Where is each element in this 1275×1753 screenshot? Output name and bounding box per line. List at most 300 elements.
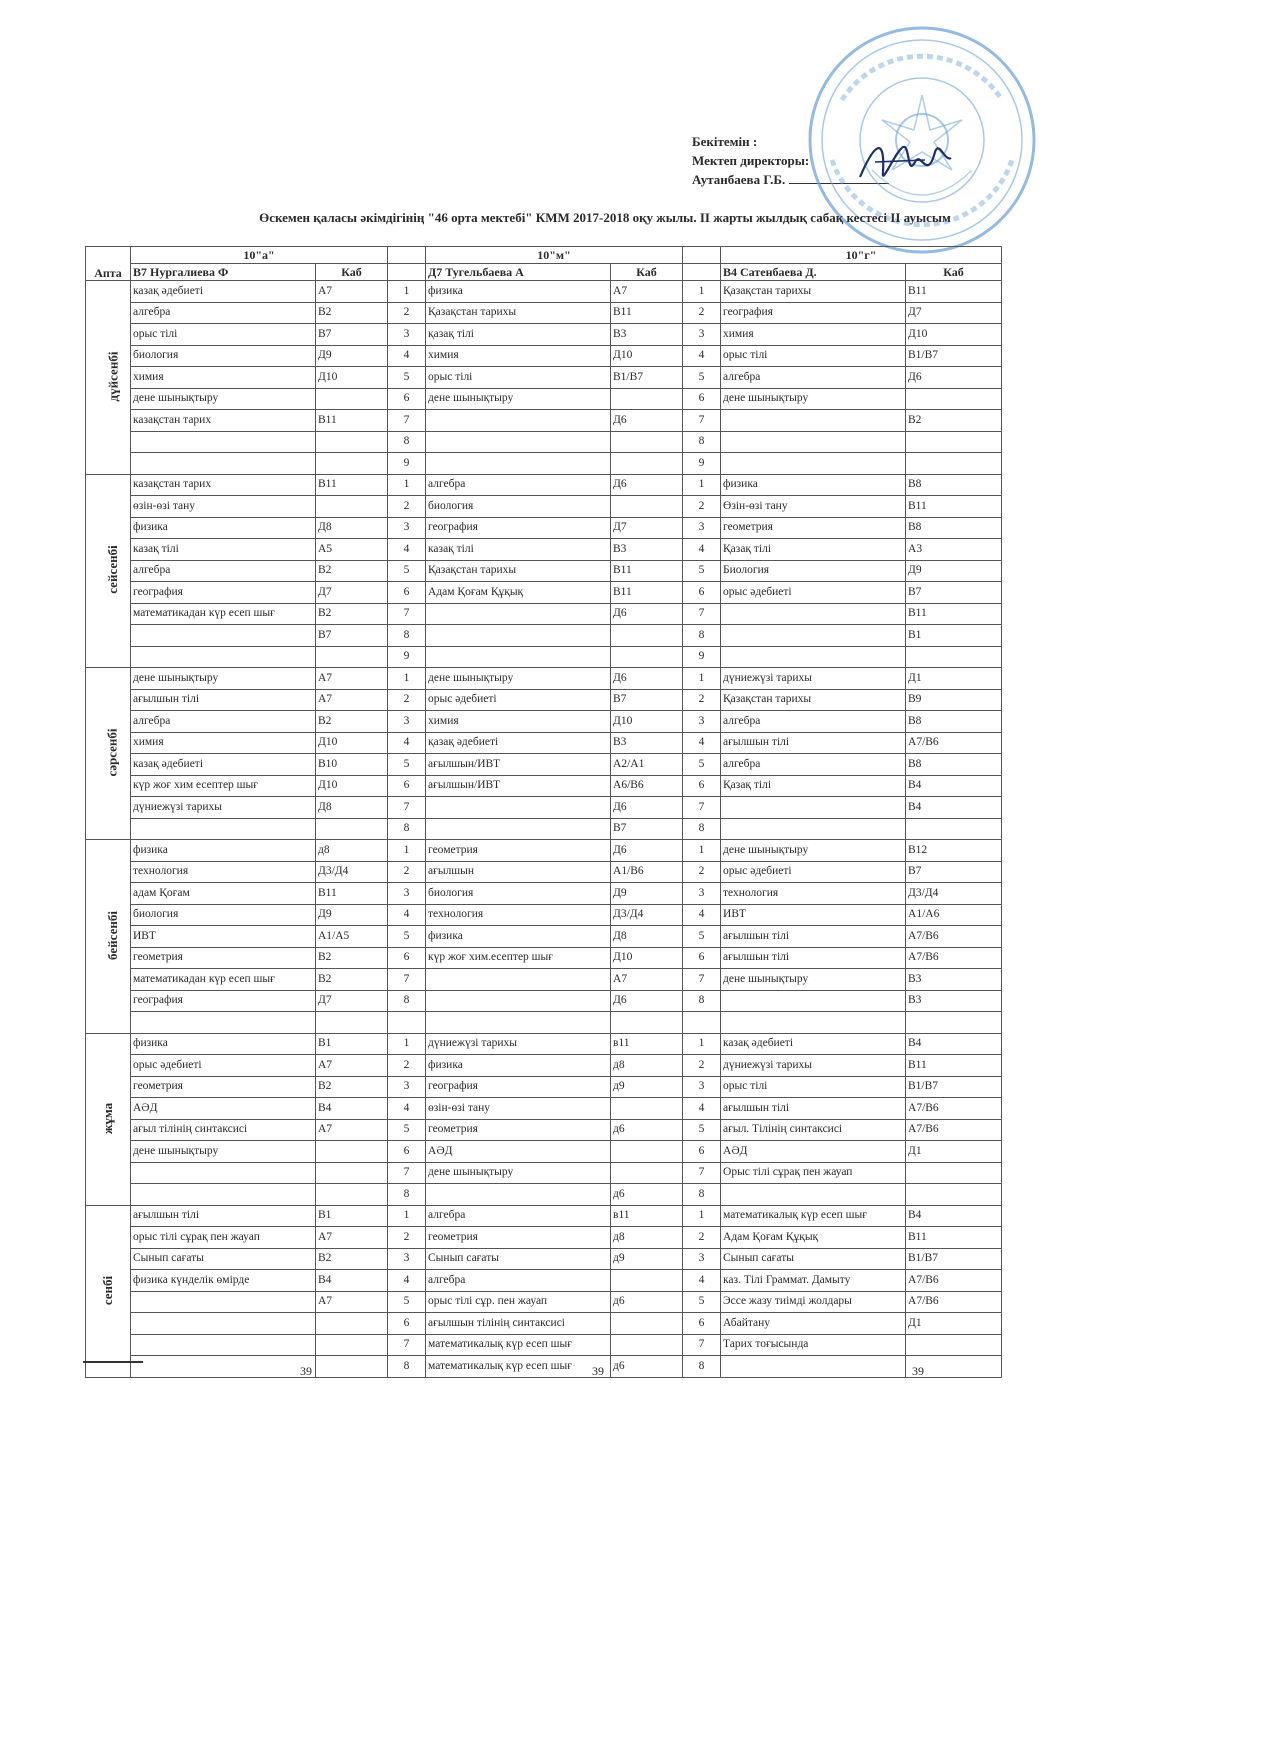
subject-10a (131, 1162, 316, 1184)
room-10g (906, 388, 1002, 410)
room-10a: В4 (316, 1270, 388, 1292)
lesson-num-10m: 8 (388, 990, 426, 1012)
room-10a: Д9 (316, 904, 388, 926)
lesson-num-10g: 2 (683, 861, 721, 883)
lesson-num-10m: 7 (388, 797, 426, 819)
room-10a: А5 (316, 539, 388, 561)
subject-10a: казақ әдебиеті (131, 754, 316, 776)
day-label (86, 1205, 131, 1377)
room-10m: В11 (611, 302, 683, 324)
lesson-row (86, 861, 1002, 883)
subject-10a: өзін-өзі тану (131, 496, 316, 518)
lesson-num-10g: 7 (683, 797, 721, 819)
room-10a (316, 1313, 388, 1335)
room-10m: д9 (611, 1248, 683, 1270)
room-10a: В2 (316, 947, 388, 969)
lesson-num-10g: 4 (683, 1270, 721, 1292)
room-10m: д6 (611, 1119, 683, 1141)
lesson-num-10m: 3 (388, 517, 426, 539)
subject-10g: Биология (721, 560, 906, 582)
room-header: Каб (611, 264, 683, 281)
subject-10a: физика (131, 1033, 316, 1055)
class-name-a: 10"а" (131, 247, 388, 264)
room-10a (316, 496, 388, 518)
room-10m (611, 1270, 683, 1292)
room-10m (611, 453, 683, 475)
room-10g (906, 431, 1002, 453)
subject-10g: ИВТ (721, 904, 906, 926)
day-name: дүйсенбі (105, 351, 121, 402)
room-10m: Д9 (611, 883, 683, 905)
room-10g: В1/В7 (906, 345, 1002, 367)
room-10a: В2 (316, 302, 388, 324)
lesson-num-10g: 8 (683, 818, 721, 840)
lesson-num-10g: 6 (683, 1141, 721, 1163)
subject-10a: физика (131, 840, 316, 862)
room-10g: В11 (906, 1227, 1002, 1249)
subject-10m (426, 603, 611, 625)
subject-10m (426, 818, 611, 840)
lesson-row (86, 560, 1002, 582)
subject-10m (426, 431, 611, 453)
lesson-num-10m: 5 (388, 1291, 426, 1313)
lesson-row (86, 1248, 1002, 1270)
lesson-row (86, 625, 1002, 647)
subject-10a (131, 1334, 316, 1356)
room-10a: В2 (316, 711, 388, 733)
subject-10m: казақ тілі (426, 539, 611, 561)
lesson-row (86, 1098, 1002, 1120)
lesson-num-10g: 8 (683, 431, 721, 453)
room-10g: В1 (906, 625, 1002, 647)
room-10g: В3 (906, 969, 1002, 991)
room-10a (316, 1162, 388, 1184)
subject-10g: алгебра (721, 711, 906, 733)
lesson-num-10m: 3 (388, 1076, 426, 1098)
lesson-num-10g: 8 (683, 625, 721, 647)
lesson-row (86, 1033, 1002, 1055)
subject-10a: дене шынықтыру (131, 388, 316, 410)
lesson-row (86, 1334, 1002, 1356)
subject-10m: биология (426, 883, 611, 905)
room-10m (611, 1012, 683, 1034)
day-label (86, 1033, 131, 1205)
room-10a: В4 (316, 1098, 388, 1120)
lesson-num-10m: 7 (388, 603, 426, 625)
subject-10g (721, 625, 906, 647)
room-10m: д6 (611, 1291, 683, 1313)
room-10a: В2 (316, 603, 388, 625)
room-10g (906, 646, 1002, 668)
room-10g: В1/В7 (906, 1248, 1002, 1270)
subject-10a: алгебра (131, 711, 316, 733)
subject-10g: технология (721, 883, 906, 905)
subject-10a: география (131, 582, 316, 604)
subject-10g: алгебра (721, 367, 906, 389)
subject-10a: дүниежүзі тарихы (131, 797, 316, 819)
subject-10m: ағылшын/ИВТ (426, 754, 611, 776)
subject-10a (131, 1012, 316, 1034)
room-10g: В2 (906, 410, 1002, 432)
room-10g: А3 (906, 539, 1002, 561)
subject-10a: алгебра (131, 302, 316, 324)
lesson-num-10m: 5 (388, 1119, 426, 1141)
subject-10a (131, 1184, 316, 1206)
lesson-num-10m: 5 (388, 560, 426, 582)
subject-10a: ИВТ (131, 926, 316, 948)
room-10g: В8 (906, 474, 1002, 496)
lesson-row (86, 1162, 1002, 1184)
subject-10m (426, 1184, 611, 1206)
lesson-num-10m: 4 (388, 1270, 426, 1292)
room-10m: А1/В6 (611, 861, 683, 883)
room-10a: В11 (316, 474, 388, 496)
subject-10g: Сынып сағаты (721, 1248, 906, 1270)
lesson-row (86, 711, 1002, 733)
subject-10g: орыс әдебиеті (721, 582, 906, 604)
lesson-num-10g: 8 (683, 990, 721, 1012)
room-10a: В1 (316, 1205, 388, 1227)
subject-10m (426, 1012, 611, 1034)
room-10m: в11 (611, 1033, 683, 1055)
room-10g: А7/В6 (906, 1098, 1002, 1120)
room-10g: Д1 (906, 1141, 1002, 1163)
room-10g: Д9 (906, 560, 1002, 582)
approval-line-2: Мектеп директоры: (692, 153, 810, 168)
room-10m: В1/В7 (611, 367, 683, 389)
subject-10a: геометрия (131, 947, 316, 969)
subject-10a: математикадан күр есеп шығ (131, 969, 316, 991)
lesson-num-10g: 2 (683, 1055, 721, 1077)
room-10m: Д6 (611, 990, 683, 1012)
subject-10a (131, 646, 316, 668)
room-10m (611, 1313, 683, 1335)
room-10g: Д3/Д4 (906, 883, 1002, 905)
room-10a (316, 646, 388, 668)
lesson-row (86, 797, 1002, 819)
room-10a (316, 388, 388, 410)
room-10g: Д10 (906, 324, 1002, 346)
subject-10m (426, 453, 611, 475)
lesson-row (86, 754, 1002, 776)
lesson-num-10g: 4 (683, 1098, 721, 1120)
subject-10m: Қазақстан тарихы (426, 302, 611, 324)
day-label (86, 840, 131, 1034)
lesson-num-10m: 8 (388, 431, 426, 453)
subject-10g: математикалық күр есеп шығ (721, 1205, 906, 1227)
subject-10g: Тарих тоғысында (721, 1334, 906, 1356)
lesson-num-10g: 5 (683, 926, 721, 948)
room-10g: Д7 (906, 302, 1002, 324)
room-10m (611, 388, 683, 410)
lesson-row (86, 1227, 1002, 1249)
subject-10a: биология (131, 904, 316, 926)
lesson-num-10m: 6 (388, 388, 426, 410)
room-10m: Д10 (611, 947, 683, 969)
lesson-row (86, 1205, 1002, 1227)
subject-10a: химия (131, 367, 316, 389)
lesson-num-10g: 6 (683, 1313, 721, 1335)
subject-10m: Адам Қоғам Құқық (426, 582, 611, 604)
subject-10m: ағылшын тілінің синтаксисі (426, 1313, 611, 1335)
teacher-header-row (86, 264, 1002, 281)
subject-10m: геометрия (426, 1227, 611, 1249)
room-10m: В11 (611, 560, 683, 582)
lesson-num-10g: 5 (683, 1291, 721, 1313)
lesson-row (86, 431, 1002, 453)
room-10a (316, 818, 388, 840)
director-signature-icon (855, 132, 955, 192)
day-name: сейсенбі (104, 545, 120, 594)
subject-10g (721, 797, 906, 819)
lesson-num-10m: 2 (388, 861, 426, 883)
subject-10a: физика (131, 517, 316, 539)
approval-line-1: Бекітемін : (692, 134, 758, 149)
lesson-row (86, 367, 1002, 389)
page-edge-mark (83, 1361, 143, 1363)
room-10a: А7 (316, 281, 388, 303)
subject-10m: технология (426, 904, 611, 926)
room-10g (906, 1162, 1002, 1184)
room-10a: Д7 (316, 990, 388, 1012)
subject-10m: геометрия (426, 1119, 611, 1141)
lesson-row (86, 1141, 1002, 1163)
subject-10g: Өзін-өзі тану (721, 496, 906, 518)
subject-10m: химия (426, 711, 611, 733)
room-10g: В7 (906, 861, 1002, 883)
lesson-num-10g: 5 (683, 367, 721, 389)
lesson-num-10g (683, 1012, 721, 1034)
subject-10a: Сынып сағаты (131, 1248, 316, 1270)
subject-10g (721, 410, 906, 432)
room-10g: В4 (906, 1033, 1002, 1055)
room-10g: В12 (906, 840, 1002, 862)
subject-10g: АӘД (721, 1141, 906, 1163)
lesson-num-10g: 2 (683, 1227, 721, 1249)
lesson-num-10m: 8 (388, 1184, 426, 1206)
subject-10a (131, 1313, 316, 1335)
lesson-num-10m: 5 (388, 367, 426, 389)
room-10m: А2/А1 (611, 754, 683, 776)
room-10g (906, 453, 1002, 475)
subject-10a: орыс тілі сұрақ пен жауап (131, 1227, 316, 1249)
room-10g (906, 1012, 1002, 1034)
subject-10m: қазақ әдебиеті (426, 732, 611, 754)
subject-10g (721, 1184, 906, 1206)
lesson-num-10m: 2 (388, 689, 426, 711)
room-10g: В7 (906, 582, 1002, 604)
subject-10g: дене шынықтыру (721, 969, 906, 991)
room-10a: В11 (316, 883, 388, 905)
day-label (86, 281, 131, 475)
room-10m: Д8 (611, 926, 683, 948)
lesson-num-10m: 9 (388, 453, 426, 475)
room-10m: В3 (611, 732, 683, 754)
subject-10a: казақстан тарих (131, 410, 316, 432)
room-10g: В11 (906, 1055, 1002, 1077)
room-10m: В7 (611, 689, 683, 711)
room-10a (316, 453, 388, 475)
room-10m: в11 (611, 1205, 683, 1227)
lesson-row (86, 1291, 1002, 1313)
room-10m (611, 1162, 683, 1184)
room-10a: Д7 (316, 582, 388, 604)
subject-10g: Эссе жазу тиімді жолдары (721, 1291, 906, 1313)
room-10m: А7 (611, 281, 683, 303)
lesson-num-10g: 8 (683, 1184, 721, 1206)
lesson-num-10m: 1 (388, 668, 426, 690)
room-10g: В1/В7 (906, 1076, 1002, 1098)
lesson-row (86, 818, 1002, 840)
room-10a: Д10 (316, 775, 388, 797)
lesson-num-10m: 1 (388, 840, 426, 862)
subject-10g: орыс әдебиеті (721, 861, 906, 883)
lesson-row (86, 517, 1002, 539)
room-10m (611, 1141, 683, 1163)
subject-10g: Қазақстан тарихы (721, 281, 906, 303)
room-10g: Д1 (906, 1313, 1002, 1335)
lesson-row (86, 345, 1002, 367)
lesson-num-10g: 1 (683, 1033, 721, 1055)
room-10g: А7/В6 (906, 1291, 1002, 1313)
subject-10g (721, 1356, 906, 1378)
lesson-row (86, 1313, 1002, 1335)
lesson-num-10m: 1 (388, 1205, 426, 1227)
lesson-row (86, 1119, 1002, 1141)
subject-10a: ағылшын тілі (131, 1205, 316, 1227)
subject-10m: ағылшын/ИВТ (426, 775, 611, 797)
lesson-num-10g: 7 (683, 410, 721, 432)
subject-10a: казақ әдебиеті (131, 281, 316, 303)
lesson-num-10m: 8 (388, 818, 426, 840)
room-10g: А1/А6 (906, 904, 1002, 926)
lesson-num-10g: 3 (683, 883, 721, 905)
room-10a: А7 (316, 1119, 388, 1141)
lesson-row (86, 1270, 1002, 1292)
subject-10g: ағылшын тілі (721, 926, 906, 948)
subject-10a: күр жоғ хим есептер шығ (131, 775, 316, 797)
lesson-num-10g: 1 (683, 1205, 721, 1227)
subject-10a (131, 431, 316, 453)
subject-10m (426, 646, 611, 668)
lesson-num-10g: 4 (683, 904, 721, 926)
subject-10m: дүниежүзі тарихы (426, 1033, 611, 1055)
room-10g: В8 (906, 711, 1002, 733)
room-10a: В11 (316, 410, 388, 432)
room-10m: Д6 (611, 797, 683, 819)
lesson-row (86, 496, 1002, 518)
subject-10g: казақ әдебиеті (721, 1033, 906, 1055)
room-10a: В2 (316, 1248, 388, 1270)
lesson-num-10g: 5 (683, 1119, 721, 1141)
subject-10g (721, 1012, 906, 1034)
lesson-num-10g: 3 (683, 711, 721, 733)
lesson-num-10g: 4 (683, 345, 721, 367)
room-10a: Д8 (316, 797, 388, 819)
room-10m: В3 (611, 324, 683, 346)
subject-10a: алгебра (131, 560, 316, 582)
lesson-num-10g: 6 (683, 947, 721, 969)
lesson-num-10g: 6 (683, 775, 721, 797)
lesson-num-10m: 7 (388, 410, 426, 432)
room-10m: Д6 (611, 410, 683, 432)
room-10g (906, 1334, 1002, 1356)
room-10m (611, 625, 683, 647)
room-header: Каб (316, 264, 388, 281)
subject-10a: казақ тілі (131, 539, 316, 561)
subject-10g: ағылшын тілі (721, 732, 906, 754)
room-10a: В10 (316, 754, 388, 776)
subject-10g (721, 431, 906, 453)
room-10a: А7 (316, 1055, 388, 1077)
room-10a: В2 (316, 1076, 388, 1098)
lesson-num-10g: 6 (683, 582, 721, 604)
room-10a: В7 (316, 625, 388, 647)
subject-10m (426, 797, 611, 819)
subject-10m: ағылшын (426, 861, 611, 883)
lesson-row (86, 474, 1002, 496)
subject-10a: дене шынықтыру (131, 668, 316, 690)
subject-10a: химия (131, 732, 316, 754)
subject-10g: дене шынықтыру (721, 388, 906, 410)
lesson-num-10g: 9 (683, 646, 721, 668)
subject-10m (426, 625, 611, 647)
subject-10m: математикалық күр есеп шығ (426, 1334, 611, 1356)
subject-10m: алгебра (426, 1205, 611, 1227)
lesson-row (86, 324, 1002, 346)
room-10m: Д10 (611, 711, 683, 733)
lesson-num-10g: 3 (683, 1076, 721, 1098)
subject-10g (721, 818, 906, 840)
subject-10m: Сынып сағаты (426, 1248, 611, 1270)
lesson-row (86, 453, 1002, 475)
room-10m: Д6 (611, 840, 683, 862)
lesson-row (86, 1356, 1002, 1378)
room-10g: В11 (906, 496, 1002, 518)
subject-10m (426, 990, 611, 1012)
room-10a (316, 1334, 388, 1356)
room-10m: В11 (611, 582, 683, 604)
day-name: жұма (100, 1102, 116, 1134)
subject-10m: дене шынықтыру (426, 388, 611, 410)
lesson-num-10g: 2 (683, 302, 721, 324)
room-10g: В4 (906, 797, 1002, 819)
subject-10a: технология (131, 861, 316, 883)
subject-10m: орыс тілі сұр. пен жауап (426, 1291, 611, 1313)
room-10m: Д10 (611, 345, 683, 367)
lesson-row (86, 646, 1002, 668)
subject-10a: геометрия (131, 1076, 316, 1098)
subject-10a: ағылшын тілі (131, 689, 316, 711)
subject-10g: дүниежүзі тарихы (721, 668, 906, 690)
lesson-num-10m: 2 (388, 302, 426, 324)
room-10g: Д6 (906, 367, 1002, 389)
class-name-m: 10"м" (426, 247, 683, 264)
approval-line-3: Аутанбаева Г.Б. (692, 172, 786, 187)
lesson-num-10g: 1 (683, 668, 721, 690)
subject-10g: алгебра (721, 754, 906, 776)
lesson-num-10m: 3 (388, 324, 426, 346)
room-10g: А7/В6 (906, 732, 1002, 754)
lesson-num-10m: 4 (388, 345, 426, 367)
subject-10m: АӘД (426, 1141, 611, 1163)
lesson-num-10g: 5 (683, 754, 721, 776)
teacher-a: В7 Нургалиева Ф (131, 264, 316, 281)
room-10a: А7 (316, 1227, 388, 1249)
subject-10a (131, 1356, 316, 1378)
subject-10a: орыс тілі (131, 324, 316, 346)
subject-10g: Қазақ тілі (721, 539, 906, 561)
